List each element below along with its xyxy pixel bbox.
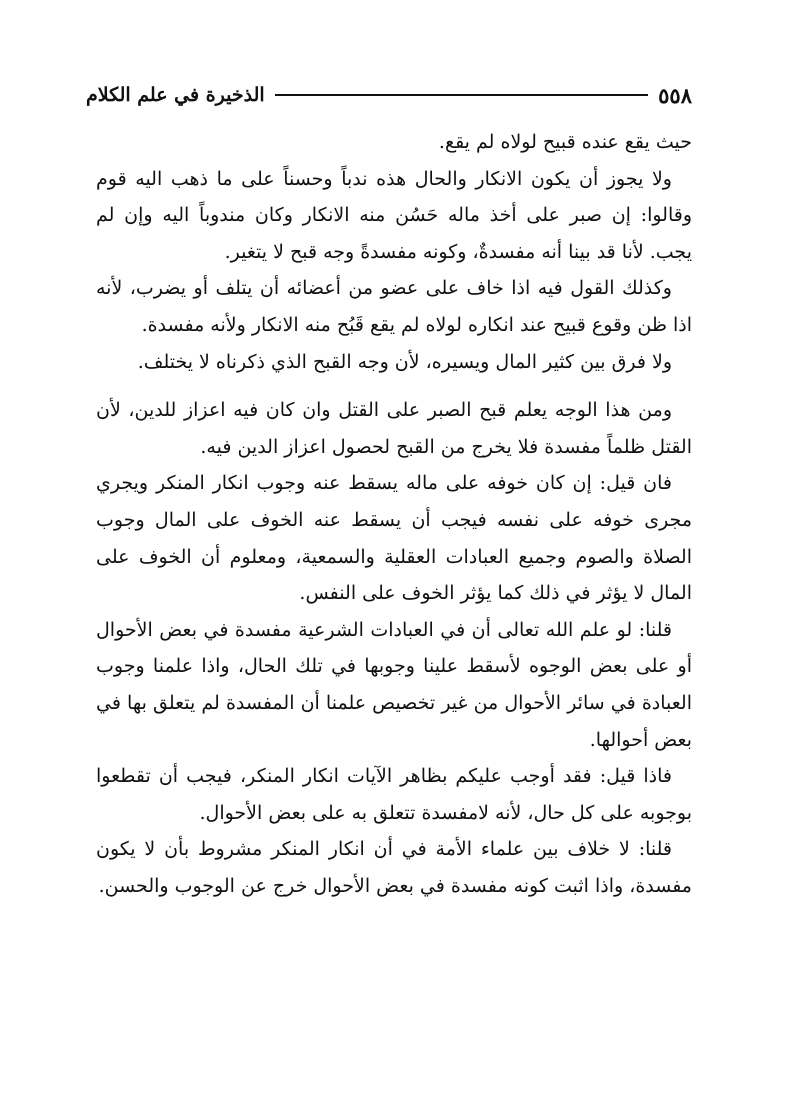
paragraph-2: ولا يجوز أن يكون الانكار والحال هذه ندباً وحسناً على ما ذهب اليه قوم وقالوا: إن صبر على أخذ ماله حَسُن منه الانكار وكان مندوباً اليه وإن لم يجب. لأنا قد بينا أنه مفسدةٌ، وكونه مفسدةً وجه قبح لا يتغير. xyxy=(96,167,692,263)
book-title: الذخيرة في علم الكلام xyxy=(86,84,265,106)
header-rule xyxy=(275,94,649,96)
paragraph-3: وكذلك القول فيه اذا خاف على عضو من أعضائه أن يتلف أو يضرب، لأنه اذا ظن وقوع قبيح عند انكاره لولاه لم يقع قَبُح منه الانكار ولأنه مفسدة. xyxy=(96,277,692,336)
paragraph-1: حيث يقع عنده قبيح لولاه لم يقع. xyxy=(438,131,692,153)
paragraph-5: ومن هذا الوجه يعلم قبح الصبر على القتل وان كان فيه اعزاز للدين، لأن القتل ظلماً مفسدة فلا يخرج من القبح لحصول اعزاز الدين فيه. xyxy=(96,399,692,458)
paragraph-9: قلنا: لا خلاف بين علماء الأمة في أن انكار المنكر مشروط بأن لا يكون مفسدة، واذا اثبت كونه مفسدة في بعض الأحوال خرج عن الوجوب والحسن. xyxy=(96,838,692,897)
paragraph-6: فان قيل: إن كان خوفه على ماله يسقط عنه وجوب انكار المنكر ويجري مجرى خوفه على نفسه فيجب أن يسقط عنه الخوف على المال وجوب الصلاة والصوم وجميع العبادات العقلية والسمعية، ومعلوم أن الخوف على المال لا يؤثر في ذلك كما يؤثر الخوف على النفس. xyxy=(96,472,692,605)
paragraph-4: ولا فرق بين كثير المال ويسيره، لأن وجه القبح الذي ذكرناه لا يختلف. xyxy=(137,350,672,373)
paragraph-8: فاذا قيل: فقد أوجب عليكم بظاهر الآيات انكار المنكر، فيجب أن تقطعوا بوجوبه على كل حال، لأنه لامفسدة تتعلق به على بعض الأحوال. xyxy=(96,765,692,824)
paragraph-7: قلنا: لو علم الله تعالى أن في العبادات الشرعية مفسدة في بعض الأحوال أو على بعض الوجوه لأسقط علينا وجوبها في تلك الحال، واذا علمنا وجوب العبادة في سائر الأحوال من غير تخصيص علمنا أن المفسدة لم يتعلق بها في بعض أحوالها. xyxy=(96,618,692,751)
page-number: ٥٥٨ xyxy=(658,82,692,108)
body-text xyxy=(96,124,692,904)
running-header xyxy=(86,80,692,110)
